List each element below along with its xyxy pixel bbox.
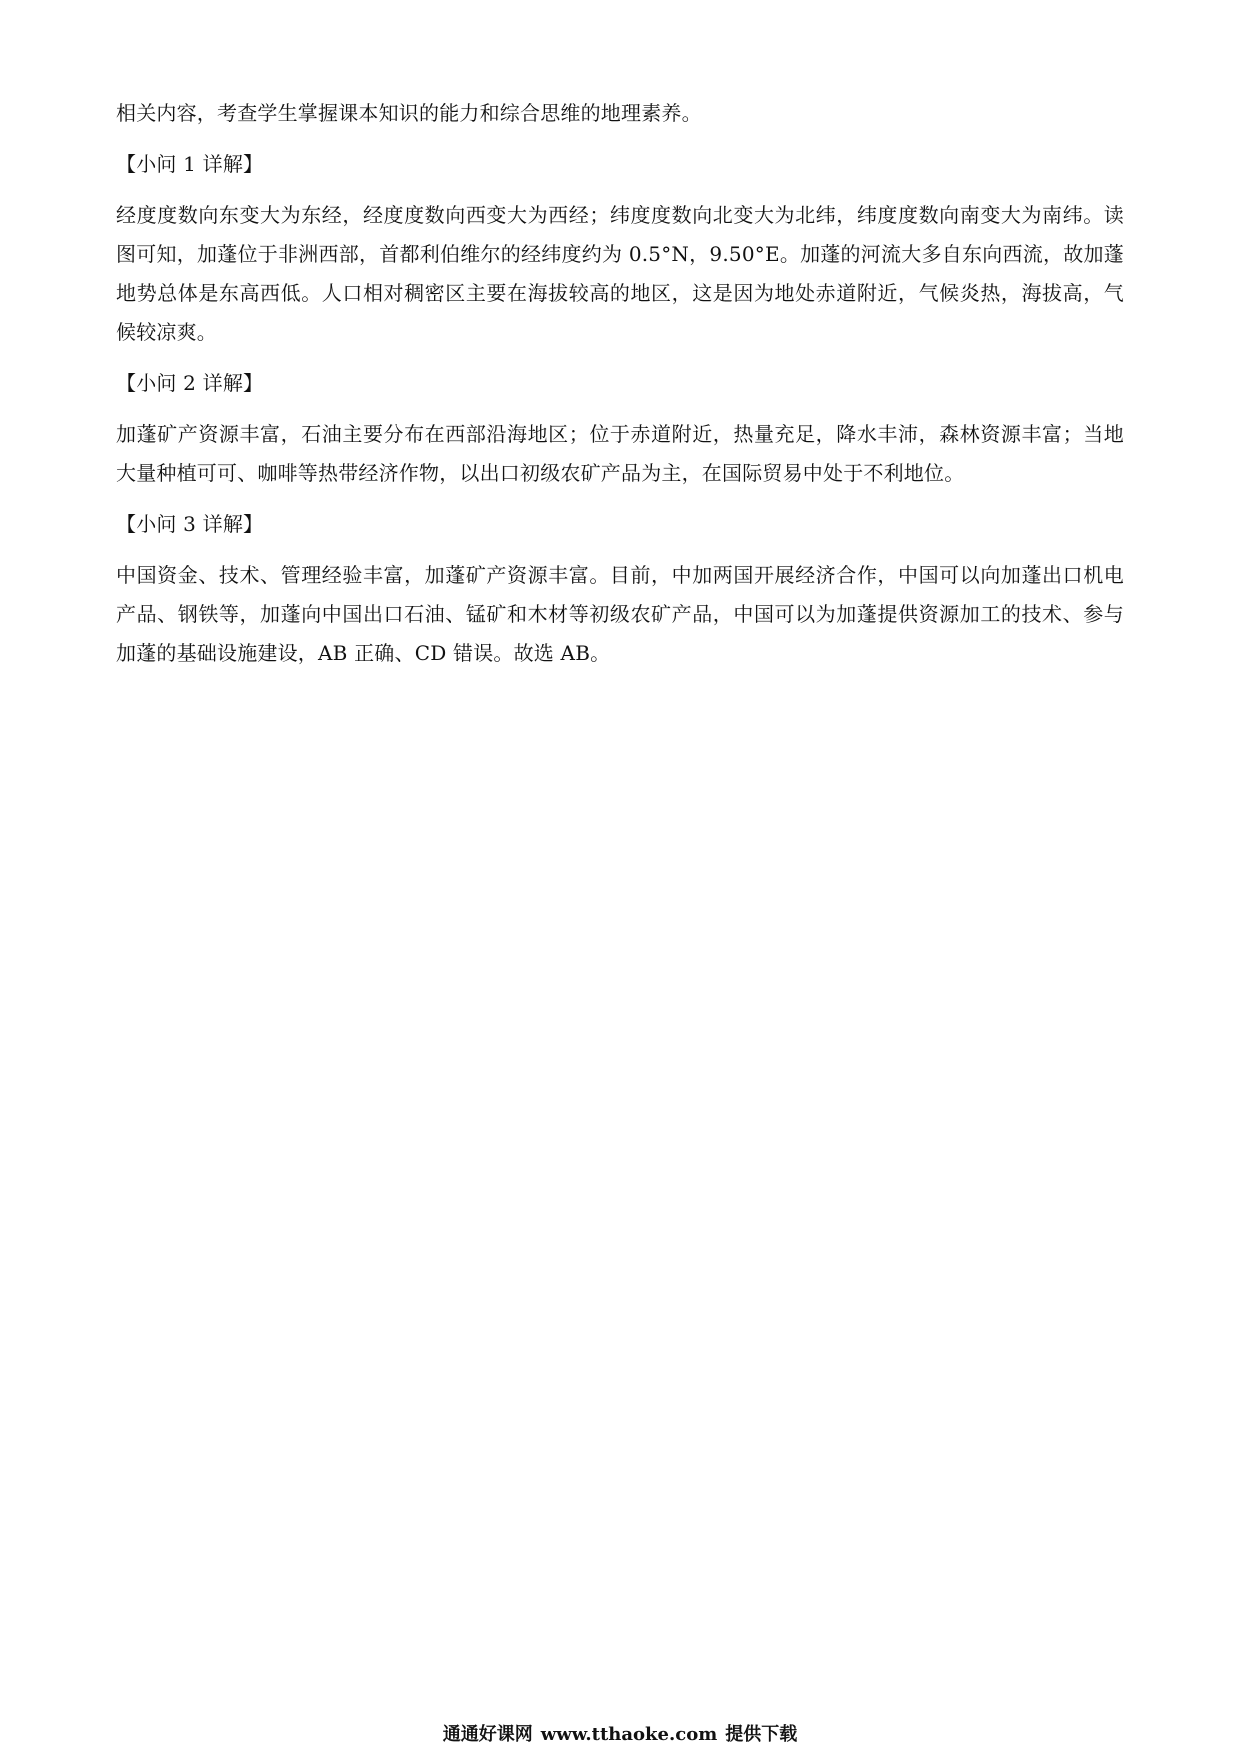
- intro-paragraph: 相关内容，考查学生掌握课本知识的能力和综合思维的地理素养。: [116, 101, 702, 125]
- spacer: [116, 403, 1124, 415]
- spacer: [116, 493, 1124, 505]
- section-1-heading: 【小问 1 详解】: [116, 152, 264, 176]
- document-body: [116, 94, 1124, 673]
- section-1-body: 经度度数向东变大为东经，经度度数向西变大为西经；纬度度数向北变大为北纬，纬度度数向南变大为南纬。读图可知，加蓬位于非洲西部，首都利伯维尔的经纬度约为 0.5°N，9.50°E。加蓬的河流大多自东向西流，故加蓬地势总体是东高西低。人口相对稠密区主要在海拔较高的地区，这是因为地处赤道附近，气候炎热，海拔高，气候较凉爽。: [116, 203, 1124, 344]
- section-2-heading: 【小问 2 详解】: [116, 371, 264, 395]
- spacer: [116, 544, 1124, 556]
- spacer: [116, 184, 1124, 196]
- section-3-body: 中国资金、技术、管理经验丰富，加蓬矿产资源丰富。目前，中加两国开展经济合作，中国可以向加蓬出口机电产品、钢铁等，加蓬向中国出口石油、锰矿和木材等初级农矿产品，中国可以为加蓬提供资源加工的技术、参与加蓬的基础设施建设，AB 正确、CD 错误。故选 AB。: [116, 563, 1124, 665]
- page-footer: [0, 1724, 1240, 1746]
- footer-suffix: 提供下载: [725, 1724, 798, 1745]
- footer-site-name: 通通好课网: [442, 1724, 533, 1745]
- spacer: [116, 133, 1124, 145]
- section-3-heading: 【小问 3 详解】: [116, 512, 264, 536]
- footer-url-link[interactable]: www.tthaoke.com: [540, 1724, 718, 1745]
- spacer: [116, 352, 1124, 364]
- section-2-body: 加蓬矿产资源丰富，石油主要分布在西部沿海地区；位于赤道附近，热量充足，降水丰沛，森林资源丰富；当地大量种植可可、咖啡等热带经济作物，以出口初级农矿产品为主，在国际贸易中处于不利地位。: [116, 422, 1124, 485]
